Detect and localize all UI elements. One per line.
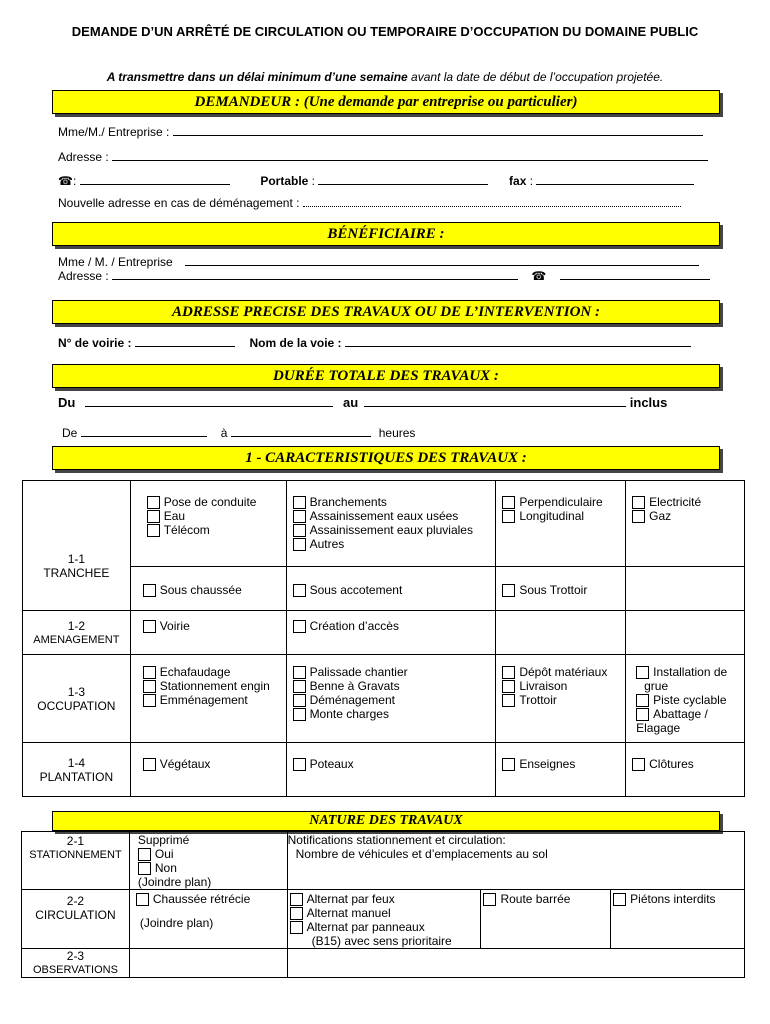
nombre-vehicules-label: Nombre de véhicules et d’emplacements au sol [295, 847, 548, 861]
checkbox-electricite[interactable] [632, 496, 645, 509]
observations-label-cell [22, 949, 130, 978]
page-title: DEMANDE D’UN ARRÊTÉ DE CIRCULATION OU TEMPORAIRE D’OCCUPATION DU DOMAINE PUBLIC [71, 24, 699, 39]
option-pose-conduite[interactable] [147, 495, 282, 509]
occupation-row [23, 655, 745, 743]
checkbox-benne[interactable] [293, 680, 306, 693]
circulation-alternat-cell [287, 890, 481, 949]
label-creation-acces: Création d’accès [309, 619, 399, 633]
checkbox-depot-materiaux[interactable] [502, 666, 515, 679]
option-stationnement-engin[interactable] [143, 679, 282, 693]
label-pietons-interdits: Piétons interdits [630, 892, 716, 906]
tranchee-num: 1-1 [67, 551, 86, 566]
label-route-barree: Route barrée [500, 892, 571, 906]
plantation-label-cell [23, 743, 131, 797]
stationnement-row [22, 832, 745, 890]
nature-table [21, 831, 745, 978]
heures-label: heures [378, 426, 416, 440]
option-oui[interactable] [138, 847, 287, 861]
nature-banner: NATURE DES TRAVAUX [52, 811, 720, 831]
date-start-field[interactable] [85, 395, 333, 407]
beneficiaire-name-field[interactable] [185, 254, 699, 266]
plantation-vegetaux-cell [130, 743, 286, 797]
label-elagage: Elagage [636, 721, 681, 735]
demandeur-address-row [58, 149, 708, 164]
demandeur-moving-field[interactable] [303, 195, 681, 207]
subtitle-deadline: A transmettre dans un délai minimum d’une semaine [106, 70, 408, 84]
beneficiaire-address-label: Adresse : [58, 269, 113, 283]
label-pose-conduite: Pose de conduite [163, 495, 257, 509]
option-alternat-feux[interactable] [290, 892, 481, 906]
checkbox-abattage[interactable] [636, 708, 649, 721]
tranchee-col3 [496, 481, 626, 567]
occupation-col4 [626, 655, 745, 743]
beneficiaire-address-field[interactable] [112, 268, 518, 280]
label-livraison: Livraison [519, 679, 568, 693]
page-subtitle [40, 70, 730, 84]
label-telecom: Télécom [163, 523, 210, 537]
checkbox-clotures[interactable] [632, 758, 645, 771]
option-branchements[interactable] [293, 495, 492, 509]
label-alternat-feux: Alternat par feux [306, 892, 395, 906]
plantation-label: PLANTATION [39, 769, 114, 784]
plantation-enseignes-cell [496, 743, 626, 797]
option-monte-charges[interactable] [293, 707, 492, 721]
label-b15: (B15) avec sens prioritaire [311, 934, 452, 948]
option-perpendiculaire[interactable] [502, 495, 621, 509]
demandeur-banner: DEMANDEUR : (Une demande par entreprise ou particulier) [52, 90, 720, 114]
checkbox-livraison[interactable] [502, 680, 515, 693]
demandeur-name-row [58, 124, 703, 139]
checkbox-perpendiculaire[interactable] [502, 496, 515, 509]
checkbox-sous-accotement[interactable] [293, 584, 306, 597]
option-enseignes[interactable] [502, 757, 621, 771]
label-non: Non [154, 861, 177, 875]
option-abattage[interactable] [636, 707, 740, 721]
stationnement-options-cell [129, 832, 287, 890]
label-branchements: Branchements [309, 495, 387, 509]
amenagement-num: 1-2 [67, 618, 86, 633]
option-chaussee-retrecie[interactable] [136, 892, 287, 906]
checkbox-chaussee-retrecie[interactable] [136, 893, 149, 906]
amenagement-voirie-cell [130, 611, 286, 655]
caracteristiques-banner: 1 - CARACTERISTIQUES DES TRAVAUX : [52, 446, 720, 470]
checkbox-piste-cyclable[interactable] [636, 694, 649, 707]
occupation-col2 [286, 655, 496, 743]
option-sous-chaussee[interactable] [143, 583, 282, 597]
plantation-row [23, 743, 745, 797]
label-enseignes: Enseignes [519, 757, 576, 771]
voirie-label: N° de voirie : [58, 336, 135, 350]
amenagement-empty-1 [496, 611, 626, 655]
option-installation-grue[interactable] [636, 665, 740, 679]
option-longitudinal[interactable] [502, 509, 621, 523]
tranchee-col2 [286, 481, 496, 567]
demandeur-address-field[interactable] [112, 149, 708, 161]
inclus-label: inclus [629, 395, 668, 410]
caracteristiques-table [22, 480, 745, 797]
option-voirie[interactable] [143, 619, 282, 633]
option-palissade[interactable] [293, 665, 492, 679]
demandeur-address-label: Adresse : [58, 150, 113, 164]
circulation-chaussee-cell [129, 890, 287, 949]
observations-label: OBSERVATIONS [32, 964, 118, 976]
stationnement-num: 2-1 [66, 834, 85, 848]
beneficiaire-phone-field[interactable] [560, 268, 710, 280]
stationnement-supprime-label: Supprimé [137, 833, 190, 847]
option-eau[interactable] [147, 509, 282, 523]
label-stationnement-engin: Stationnement engin [159, 679, 270, 693]
observations-num: 2-3 [66, 949, 85, 963]
demandeur-phone-label: : [72, 174, 80, 188]
option-piste-cyclable[interactable] [636, 693, 740, 707]
label-vegetaux: Végétaux [159, 757, 211, 771]
checkbox-sous-trottoir[interactable] [502, 584, 515, 597]
demandeur-name-field[interactable] [173, 124, 703, 136]
circulation-num: 2-2 [66, 894, 85, 908]
checkbox-palissade[interactable] [293, 666, 306, 679]
occupation-label-cell [23, 655, 131, 743]
demandeur-fax-colon: : [526, 174, 537, 188]
checkbox-installation-grue[interactable] [636, 666, 649, 679]
beneficiaire-phone-icon: ☎ [531, 269, 547, 283]
demandeur-fax-field[interactable] [536, 173, 694, 185]
label-grue: grue [644, 679, 669, 693]
de-label: De [62, 426, 78, 440]
label-alternat-panneaux: Alternat par panneaux [306, 920, 425, 934]
checkbox-emmenagement[interactable] [143, 694, 156, 707]
checkbox-gaz[interactable] [632, 510, 645, 523]
amenagement-empty-2 [626, 611, 745, 655]
label-emmenagement: Emménagement [159, 693, 248, 707]
checkbox-alternat-feux[interactable] [290, 893, 303, 906]
amenagement-row [23, 611, 745, 655]
checkbox-echafaudage[interactable] [143, 666, 156, 679]
option-demenagement[interactable] [293, 693, 492, 707]
duree-dates-row [58, 395, 667, 410]
option-echafaudage[interactable] [143, 665, 282, 679]
demandeur-moving-row [58, 195, 681, 210]
label-eau: Eau [163, 509, 186, 523]
label-piste-cyclable: Piste cyclable [653, 693, 727, 707]
label-sous-trottoir: Sous Trottoir [519, 582, 588, 597]
label-voirie: Voirie [159, 619, 190, 633]
circulation-joindre-plan: (Joindre plan) [139, 916, 214, 930]
label-perpendiculaire: Perpendiculaire [519, 495, 603, 509]
checkbox-monte-charges[interactable] [293, 708, 306, 721]
beneficiaire-name-label: Mme / M. / Entreprise [58, 255, 173, 269]
subtitle-rest: avant la date de début de l’occupation projetée. [407, 70, 664, 84]
adresse-travaux-banner: ADRESSE PRECISE DES TRAVAUX OU DE L’INTERVENTION : [52, 300, 720, 324]
circulation-row [22, 890, 745, 949]
voirie-field[interactable] [135, 335, 235, 347]
option-pietons-interdits[interactable] [613, 892, 744, 906]
demandeur-fax-label: fax [509, 174, 527, 188]
checkbox-creation-acces[interactable] [293, 620, 306, 633]
amenagement-label: AMENAGEMENT [33, 633, 120, 646]
occupation-col3 [496, 655, 626, 743]
checkbox-vegetaux[interactable] [143, 758, 156, 771]
checkbox-eaux-usees[interactable] [293, 510, 306, 523]
tranchee-row-types [23, 481, 745, 567]
option-sous-accotement[interactable] [293, 583, 492, 597]
checkbox-enseignes[interactable] [502, 758, 515, 771]
label-depot-materiaux: Dépôt matériaux [519, 665, 608, 679]
option-autres[interactable] [293, 537, 492, 551]
option-electricite[interactable] [632, 495, 740, 509]
date-end-field[interactable] [364, 395, 626, 407]
checkbox-route-barree[interactable] [483, 893, 496, 906]
option-sous-trottoir[interactable] [502, 583, 621, 597]
demandeur-phone-field[interactable] [80, 173, 230, 185]
checkbox-demenagement[interactable] [293, 694, 306, 707]
option-creation-acces[interactable] [293, 619, 492, 633]
stationnement-label-cell [22, 832, 130, 890]
label-abattage: Abattage / [653, 707, 708, 721]
checkbox-sous-chaussee[interactable] [143, 584, 156, 597]
label-autres: Autres [309, 537, 345, 551]
label-longitudinal: Longitudinal [519, 509, 585, 523]
checkbox-longitudinal[interactable] [502, 510, 515, 523]
demandeur-mobile-colon: : [308, 174, 319, 188]
option-livraison[interactable] [502, 679, 621, 693]
observations-field-1[interactable] [129, 949, 287, 978]
tranchee-empty-cell [626, 567, 745, 611]
option-emmenagement[interactable] [143, 693, 282, 707]
tranchee-sous-accotement-cell [286, 567, 496, 611]
option-poteaux[interactable] [293, 757, 492, 771]
checkbox-poteaux[interactable] [293, 758, 306, 771]
occupation-label: OCCUPATION [37, 698, 116, 713]
tranchee-sous-trottoir-cell [496, 567, 626, 611]
label-eaux-usees: Assainissement eaux usées [309, 509, 459, 523]
label-echafaudage: Echafaudage [159, 665, 231, 679]
label-alternat-manuel: Alternat manuel [306, 906, 391, 920]
demandeur-moving-label: Nouvelle adresse en cas de déménagement : [58, 196, 303, 210]
voie-field[interactable] [345, 335, 691, 347]
checkbox-pietons-interdits[interactable] [613, 893, 626, 906]
checkbox-branchements[interactable] [293, 496, 306, 509]
au-label: au [342, 395, 359, 410]
checkbox-telecom[interactable] [147, 524, 160, 537]
beneficiaire-banner: BÉNÉFICIAIRE : [52, 222, 720, 246]
label-sous-chaussee: Sous chaussée [159, 582, 242, 597]
observations-field-2[interactable] [287, 949, 744, 978]
circulation-label: CIRCULATION [35, 908, 116, 922]
checkbox-voirie[interactable] [143, 620, 156, 633]
observations-row [22, 949, 745, 978]
option-non[interactable] [138, 861, 287, 875]
option-eaux-usees[interactable] [293, 509, 492, 523]
option-eaux-pluviales[interactable] [293, 523, 492, 537]
option-telecom[interactable] [147, 523, 282, 537]
option-route-barree[interactable] [483, 892, 610, 906]
checkbox-alternat-manuel[interactable] [290, 907, 303, 920]
a-label: à [220, 426, 228, 440]
option-vegetaux[interactable] [143, 757, 282, 771]
option-alternat-panneaux[interactable] [290, 920, 481, 934]
checkbox-oui[interactable] [138, 848, 151, 861]
demandeur-name-label: Mme/M./ Entreprise : [58, 125, 173, 139]
tranchee-col4 [626, 481, 745, 567]
label-demenagement: Déménagement [309, 693, 395, 707]
label-benne: Benne à Gravats [309, 679, 400, 693]
hour-start-field[interactable] [81, 425, 207, 437]
label-poteaux: Poteaux [309, 757, 354, 771]
checkbox-autres[interactable] [293, 538, 306, 551]
tranchee-row-position [23, 567, 745, 611]
hour-end-field[interactable] [231, 425, 371, 437]
duree-banner: DURÉE TOTALE DES TRAVAUX : [52, 364, 720, 388]
stationnement-label: STATIONNEMENT [29, 849, 122, 861]
checkbox-stationnement-engin[interactable] [143, 680, 156, 693]
demandeur-mobile-label: Portable [260, 174, 309, 188]
label-electricite: Electricité [649, 495, 702, 509]
checkbox-eaux-pluviales[interactable] [293, 524, 306, 537]
checkbox-eau[interactable] [147, 510, 160, 523]
circulation-route-barree-cell [481, 890, 611, 949]
duree-hours-row [62, 425, 415, 440]
tranchee-label: TRANCHEE [43, 565, 110, 580]
label-clotures: Clôtures [649, 757, 694, 771]
label-trottoir: Trottoir [519, 693, 557, 707]
circulation-label-cell [22, 890, 130, 949]
checkbox-non[interactable] [138, 862, 151, 875]
phone-icon: ☎ [58, 174, 73, 188]
beneficiaire-address-row [58, 268, 710, 283]
checkbox-alternat-panneaux[interactable] [290, 921, 303, 934]
demandeur-mobile-field[interactable] [318, 173, 488, 185]
tranchee-sous-chaussee-cell [130, 567, 286, 611]
plantation-clotures-cell [626, 743, 745, 797]
voie-label: Nom de la voie : [249, 336, 345, 350]
label-installation-grue: Installation de [653, 665, 728, 679]
amenagement-acces-cell [286, 611, 496, 655]
tranchee-label-cell [23, 481, 131, 611]
label-monte-charges: Monte charges [309, 707, 389, 721]
checkbox-trottoir[interactable] [502, 694, 515, 707]
option-benne[interactable] [293, 679, 492, 693]
label-sous-accotement: Sous accotement [309, 582, 403, 597]
option-gaz[interactable] [632, 509, 740, 523]
du-label: Du [58, 395, 76, 410]
tranchee-col1 [130, 481, 286, 567]
option-depot-materiaux[interactable] [502, 665, 621, 679]
plantation-poteaux-cell [286, 743, 496, 797]
amenagement-label-cell [23, 611, 131, 655]
stationnement-joindre-plan: (Joindre plan) [137, 875, 212, 889]
beneficiaire-name-row [58, 254, 699, 269]
checkbox-pose-conduite[interactable] [147, 496, 160, 509]
option-clotures[interactable] [632, 757, 740, 771]
option-trottoir[interactable] [502, 693, 621, 707]
option-alternat-manuel[interactable] [290, 906, 481, 920]
adresse-travaux-row [58, 335, 691, 350]
notifications-label: Notifications stationnement et circulation: [287, 833, 506, 847]
plantation-num: 1-4 [67, 755, 86, 770]
demandeur-phone-row [58, 173, 694, 188]
occupation-col1 [130, 655, 286, 743]
label-gaz: Gaz [649, 509, 672, 523]
label-eaux-pluviales: Assainissement eaux pluviales [309, 523, 473, 537]
stationnement-notifications-cell [287, 832, 744, 890]
occupation-num: 1-3 [67, 684, 86, 699]
label-palissade: Palissade chantier [309, 665, 408, 679]
circulation-pietons-cell [611, 890, 745, 949]
label-chaussee-retrecie: Chaussée rétrécie [152, 892, 251, 906]
label-oui: Oui [154, 847, 174, 861]
